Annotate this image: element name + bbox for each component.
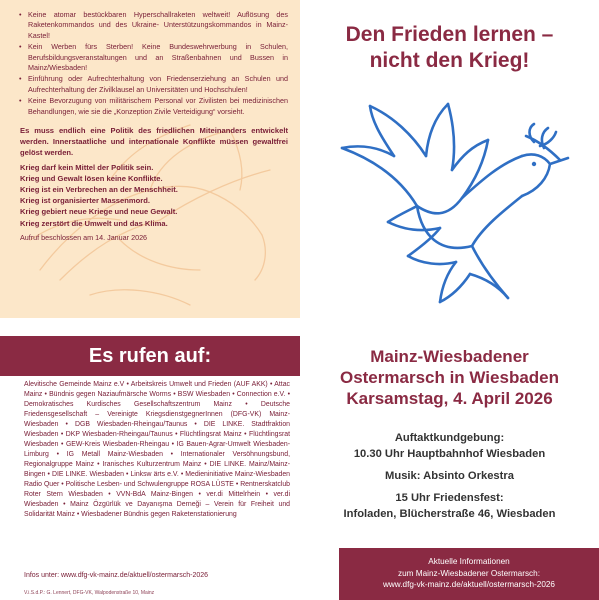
info-footer — [339, 548, 599, 600]
demand-item: • Keine Bevorzugung von militärischem Personal vor Zivilisten bei medizinischen Behandlungen, wie sie die „Konzeption Zivile Verteidigung“ vorsieht. — [28, 96, 288, 117]
demand-item: • Keine atomar bestückbaren Hyperschallraketen weltweit! Auflösung des Raketenkommandos und des Ukraine- Unterstützungskommandos in Mainz-Kastel! — [28, 10, 288, 41]
event-date: Karsamstag, 4. April 2026 — [346, 389, 553, 408]
footer-line: Aktuelle Informationen — [428, 557, 510, 566]
statement-line: Krieg ist ein Verbrechen an der Menschheit. — [20, 185, 178, 195]
footer-line: zum Mainz-Wiesbadener Ostermarsch: — [398, 568, 540, 578]
statements-block — [0, 118, 300, 229]
demand-item: • Einführung oder Aufrechterhaltung von Friedenserziehung an Schulen und Aufrechterhaltung der Zivilklausel an Universitäten und Hochschulen! — [28, 74, 288, 95]
event-organizer: Mainz-Wiesbadener — [370, 347, 529, 366]
main-title-line: Den Frieden lernen – — [345, 23, 554, 46]
appeal-title: Es rufen auf: — [0, 336, 300, 376]
main-title — [300, 22, 599, 74]
statement-line: Krieg ist organisierter Massenmord. — [20, 196, 150, 206]
statement-line: Krieg gebiert neue Kriege und neue Gewalt. — [20, 207, 178, 217]
main-title-line: nicht den Krieg! — [369, 49, 530, 72]
music-info: Musik: Absinto Orkestra — [385, 470, 514, 482]
footer-url[interactable]: www.dfg-vk-mainz.de/aktuell/ostermarsch-2026 — [382, 580, 555, 589]
statement-line: Krieg zerstört die Umwelt und das Klima. — [20, 218, 168, 228]
statement-line: Krieg und Gewalt lösen keine Konflikte. — [20, 173, 163, 183]
event-details — [300, 430, 599, 522]
demands-list — [0, 0, 300, 117]
fest-place: Infoladen, Blücherstraße 46, Wiesbaden — [343, 508, 556, 520]
info-link[interactable]: Infos unter: www.dfg-vk-mainz.de/aktuell/ostermarsch-2026 — [24, 572, 209, 579]
statement-line: Krieg darf kein Mittel der Politik sein. — [20, 162, 154, 172]
statements-intro: Es muss endlich eine Politik des friedlichen Miteinanders entwickelt werden. Innerstaatliche und internationale Konflikte müssen gewaltfrei gelöst werden. — [20, 126, 288, 158]
event-location: Ostermarsch in Wiesbaden — [339, 368, 560, 387]
organizations-list: Alevitische Gemeinde Mainz e.V • Arbeitskreis Umwelt und Frieden (AUF AKK) • Attac Mainz • Bündnis gegen Naziaufmärsche Worms • BSW Wiesbaden • Connection e.V. • Demokratisches Kurdisches Gesellschaftszentrum Mainz • Deutsche Friedensgesellschaft – Vereinigte KriegsdienstgegnerInnen (DFG-VK) Mainz-Wiesbaden • DGB Wiesbaden-Rheingau/Taunus • DIE LINKE. Stadtfraktion Wiesbaden • DKP Wiesbaden-Rheingau/Taunus • Flüchtlingsrat Mainz • Flüchtlingsrat Wiesbaden • GEW-Kreis Wiesbaden-Rheingau • IG Bauen-Agrar-Umwelt Wiesbaden-Limburg • IG Metall Mainz-Wiesbaden • Internationaler Versöhnungsbund, Regionalgruppe Mainz • Iranisches Kulturzentrum Mainz • DIE LINKE. Mainz/Mainz-Bingen • DIE LINKE. Wiesbaden • Linksw ärts e.V. • Medieninitiative Mainz-Wiesbaden Radio Quer • Politische Lesben- und Schwulengruppe ROSA LÜSTE • Rentnerskatclub Roter Stern Wiesbaden • VVN-BdA Mainz-Bingen • ver.di Mittelrhein • ver.di Wiesbaden • Mainz Özgürlük ve Dayanışma Derneği – Verein für Freiheit und Solidarität Mainz • Wiesbadener Bündnis gegen Raketenstationierung — [24, 381, 290, 518]
peace-dove-icon — [322, 86, 592, 306]
event-info — [300, 346, 599, 409]
kickoff-time-place: 10.30 Uhr Hauptbahnhof Wiesbaden — [353, 448, 546, 460]
imprint: V.i.S.d.P.: G. Lennert, DFG-VK, Walpodenstraße 10, Mainz — [24, 590, 155, 596]
decision-date: Aufruf beschlossen am 14. Januar 2026 — [20, 232, 148, 242]
demand-item: • Kein Werben fürs Sterben! Keine Bundeswehrwerbung in Schulen, Berufsbildungsveranstaltungen und an Straßenbahnen und Bussen in Mainz/Wiesbaden! — [28, 42, 288, 73]
demands-panel — [0, 0, 300, 318]
fest-label: 15 Uhr Friedensfest: — [395, 492, 504, 504]
kickoff-label: Auftaktkundgebung: — [394, 432, 505, 444]
